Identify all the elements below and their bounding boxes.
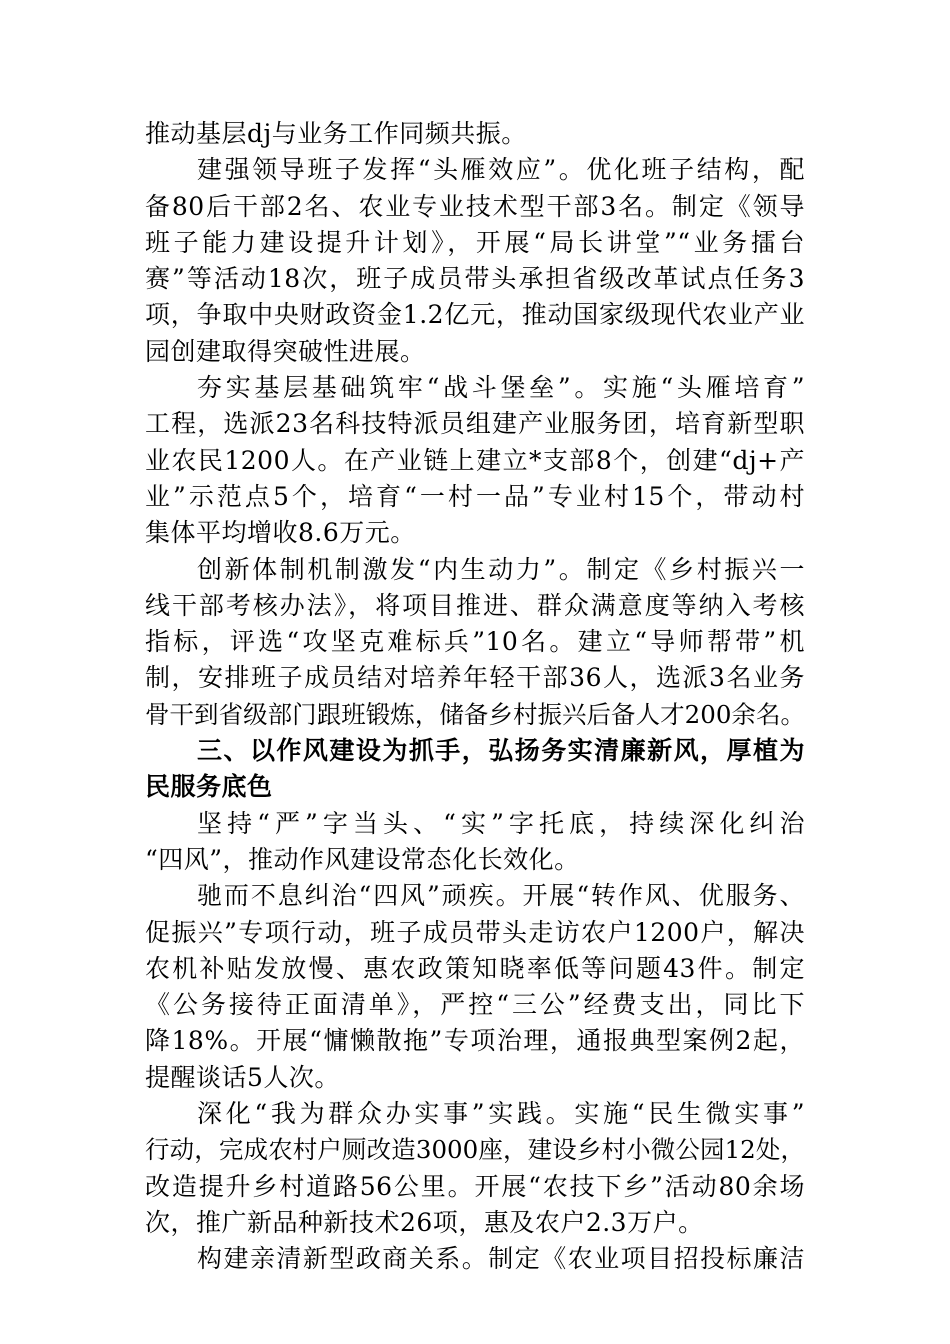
paragraph-line: 班子能力建设提升计划》，开展“局长讲堂”“业务擂台	[145, 227, 805, 257]
paragraph-line: 构建亲清新型政商关系。制定《农业项目招投标廉洁	[197, 1244, 805, 1274]
section-heading: 民服务底色	[145, 772, 273, 802]
paragraph-line: 工程，选派23名科技特派员组建产业服务团，培育新型职	[145, 409, 805, 439]
paragraph-line: 业农民1200人。在产业链上建立*支部8个，创建“dj+产	[145, 445, 805, 475]
paragraph-line: 坚持“严”字当头、“实”字托底，持续深化纠治	[197, 808, 805, 838]
paragraph-line: 建强领导班子发挥“头雁效应”。优化班子结构，配	[197, 155, 805, 185]
paragraph-line: 深化“我为群众办实事”实践。实施“民生微实事”	[197, 1099, 805, 1129]
paragraph-line: 次，推广新品种新技术26项，惠及农户2.3万户。	[145, 1207, 704, 1237]
paragraph-line: 驰而不息纠治“四风”顽疾。开展“转作风、优服务、	[197, 881, 805, 911]
paragraph-line: 指标，评选“攻坚克难标兵”10名。建立“导师帮带”机	[145, 627, 805, 657]
paragraph-line: 推动基层dj与业务工作同频共振。	[145, 119, 527, 148]
section-heading: 三、以作风建设为抓手，弘扬务实清廉新风，厚植为	[197, 736, 805, 766]
paragraph-line: 业”示范点5个，培育“一村一品”专业村15个，带动村	[145, 481, 805, 511]
paragraph-line: 赛”等活动18次，班子成员带头承担省级改革试点任务3	[145, 264, 805, 294]
paragraph-line: 农机补贴发放慢、惠农政策知晓率低等问题43件。制定	[145, 953, 805, 983]
paragraph-line: 线干部考核办法》，将项目推进、群众满意度等纳入考核	[145, 590, 805, 620]
paragraph-line: 提醒谈话5人次。	[145, 1062, 340, 1092]
paragraph-line: 改造提升乡村道路56公里。开展“农技下乡”活动80余场	[145, 1171, 805, 1201]
paragraph-line: 备80后干部2名、农业专业技术型干部3名。制定《领导	[145, 191, 805, 221]
paragraph-line: 骨干到省级部门跟班锻炼，储备乡村振兴后备人才200余名。	[145, 699, 805, 729]
paragraph-line: 创新体制机制激发“内生动力”。制定《乡村振兴一	[197, 554, 805, 584]
paragraph-line: 降18%。开展“慵懒散拖”专项治理，通报典型案例2起，	[145, 1026, 805, 1056]
paragraph-line: 《公务接待正面清单》，严控“三公”经费支出，同比下	[145, 990, 805, 1020]
paragraph-line: 园创建取得突破性进展。	[145, 336, 426, 366]
paragraph-line: 集体平均增收8.6万元。	[145, 518, 416, 548]
paragraph-line: 制，安排班子成员结对培养年轻干部36人，选派3名业务	[145, 663, 805, 693]
document-page	[145, 116, 805, 1278]
paragraph-line: “四风”，推动作风建设常态化长效化。	[145, 844, 580, 874]
paragraph-line: 夯实基层基础筑牢“战斗堡垒”。实施“头雁培育”	[197, 373, 805, 403]
paragraph-line: 促振兴”专项行动，班子成员带头走访农户1200户，解决	[145, 917, 805, 947]
paragraph-line: 行动，完成农村户厕改造3000座，建设乡村小微公园12处，	[145, 1135, 805, 1165]
paragraph-line: 项，争取中央财政资金1.2亿元，推动国家级现代农业产业	[145, 300, 805, 330]
